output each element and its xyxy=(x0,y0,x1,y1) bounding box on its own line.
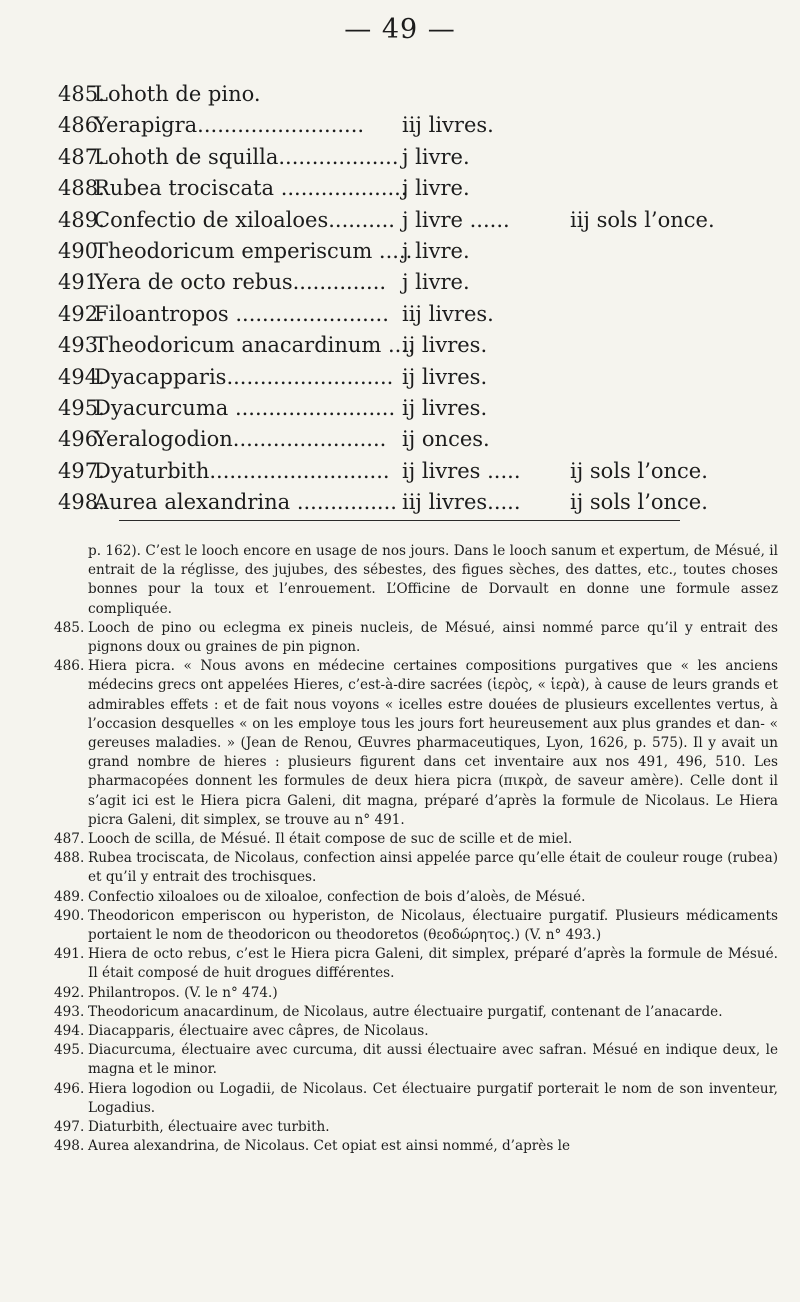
item-name: Aurea alexandrina ............... xyxy=(94,490,397,515)
note-number: 493. xyxy=(54,1003,85,1020)
item-price: ij sols l’once. xyxy=(570,458,708,483)
item-name: Lohoth de squilla.................. xyxy=(94,144,399,169)
item-number: 489. xyxy=(58,207,105,232)
item-number: 491. xyxy=(58,270,105,295)
item-name: Confectio de xiloaloes.......... xyxy=(94,207,395,232)
footnote xyxy=(54,830,778,849)
item-quantity: ij livres. xyxy=(402,333,488,358)
note-text: Rubea trociscata, de Nicolaus, confection ainsi appelée parce qu’elle était de couleur rouge (rubea) et qu’il y entrait des trochisques. xyxy=(88,850,778,886)
item-number: 493. xyxy=(58,333,105,358)
note-number: 487. xyxy=(54,831,85,848)
note-text: Theodoricum anacardinum, de Nicolaus, autre électuaire purgatif, contenant de l’anacarde. xyxy=(88,1003,723,1020)
note-number: 490. xyxy=(54,907,85,924)
note-number: 496. xyxy=(54,1080,85,1097)
inventory-row xyxy=(58,490,778,521)
footnote xyxy=(54,849,778,887)
note-number: 486. xyxy=(54,658,85,675)
item-quantity: j livre. xyxy=(402,270,470,295)
footnote xyxy=(54,657,778,830)
item-quantity: ij livres. xyxy=(402,364,488,389)
footnote xyxy=(54,1041,778,1079)
inventory-row xyxy=(58,365,778,396)
note-text: Hiera de octo rebus, c’est le Hiera picra Galeni, dit simplex, préparé d’après la formule de Mésué. Il était composé de huit drogues différentes. xyxy=(88,946,778,982)
footnote-continuation xyxy=(54,542,778,619)
note-text: Looch de pino ou eclegma ex pineis nucleis, de Mésué, ainsi nommé parce qu’il y entrait des pignons doux ou graines de pin pignon. xyxy=(88,619,778,656)
footnote xyxy=(54,1003,778,1022)
item-quantity: j livre ...... xyxy=(402,207,510,232)
footnotes xyxy=(54,542,778,1157)
footnote xyxy=(54,1080,778,1118)
item-quantity: j livre. xyxy=(402,238,470,263)
item-name: Dyacurcuma ........................ xyxy=(94,395,396,420)
inventory-row xyxy=(58,459,778,490)
note-text: Hiera logodion ou Logadii, de Nicolaus. Cet électuaire purgatif porterait le nom de son inventeur, Logadius. xyxy=(88,1080,778,1116)
note-text: Aurea alexandrina, de Nicolaus. Cet opiat est ainsi nommé, d’après le xyxy=(88,1138,571,1155)
item-name: Rubea trociscata ................... xyxy=(94,176,408,201)
item-quantity: ij livres. xyxy=(402,395,488,420)
note-text: Hiera picra. « Nous avons en médecine certaines compositions purgatives que « les anciens médecins grecs ont appelées Hieres, c’est-à-dire sacrées (ἱερὸς, « ἱερὰ), à cause de leurs grands et admirables effets : et de fait nous voyons « icelles estre douées de plusieurs excellentes vertus, à l’occasion desquelles « on les employe tous les jours fort heureusement aux plus grandes et dan- « gereuses maladies. » (Jean de Renou, Œuvres pharmaceutiques, Lyon, 1626, p. 575). Il y avait un grand nombre de hieres : plusieurs figurent dans cet inventaire aux nos 491, 496, 510. Les pharmacopées donnent les formules de deux hiera picra (πικρὰ, de saveur amère). Celle dont il s’agit ici est le Hiera picra Galeni, dit magna, préparé d’après la formule de Nicolaus. Le Hiera picra Galeni, dit simplex, se trouve au n° 491. xyxy=(88,658,778,828)
inventory-row xyxy=(58,427,778,458)
inventory-row xyxy=(58,396,778,427)
item-quantity: iij livres. xyxy=(402,301,494,326)
item-name: Yeralogodion....................... xyxy=(94,427,387,452)
note-text: Diacapparis, électuaire avec câpres, de Nicolaus. xyxy=(88,1023,429,1040)
note-number: 489. xyxy=(54,888,85,905)
item-number: 494. xyxy=(58,364,105,389)
note-number: 494. xyxy=(54,1023,85,1040)
footnote xyxy=(54,1137,778,1156)
item-number: 496. xyxy=(58,427,105,452)
footnote xyxy=(54,907,778,945)
item-price: iij sols l’once. xyxy=(570,207,715,232)
note-number: 488. xyxy=(54,850,85,867)
footnote xyxy=(54,945,778,983)
footnote xyxy=(54,1022,778,1041)
item-name: Yerapigra......................... xyxy=(94,113,365,138)
item-number: 488. xyxy=(58,176,105,201)
inventory-row xyxy=(58,176,778,207)
item-quantity: ij livres ..... xyxy=(402,458,521,483)
item-number: 497. xyxy=(58,458,105,483)
inventory-list xyxy=(58,82,778,521)
item-number: 498. xyxy=(58,490,105,515)
note-text: Confectio xiloaloes ou de xiloaloe, confection de bois d’aloès, de Mésué. xyxy=(88,888,586,905)
page-number: — 49 — xyxy=(344,14,456,45)
note-number: 498. xyxy=(54,1138,85,1155)
inventory-row xyxy=(58,333,778,364)
footnote-divider xyxy=(119,520,680,521)
item-name: Yera de octo rebus.............. xyxy=(94,270,387,295)
footnote xyxy=(54,984,778,1003)
note-text: p. 162). C’est le looch encore en usage de nos jours. Dans le looch sanum et expertum, de Mésué, il entrait de la réglisse, des jujubes, des sébestes, des figues sèches, des dattes, etc., toutes choses bonnes pour la toux et l’enrouement. L’Officine de Dorvault en donne une formule assez compliquée. xyxy=(88,543,778,617)
footnote xyxy=(54,888,778,907)
note-number: 497. xyxy=(54,1119,85,1136)
note-number: 485. xyxy=(54,619,85,636)
inventory-row xyxy=(58,145,778,176)
note-text: Looch de scilla, de Mésué. Il était compose de suc de scille et de miel. xyxy=(88,831,573,848)
inventory-row xyxy=(58,82,778,113)
inventory-row xyxy=(58,113,778,144)
item-number: 490. xyxy=(58,238,105,263)
item-name: Dyaturbith........................... xyxy=(94,458,390,483)
note-number: 495. xyxy=(54,1042,85,1059)
note-text: Diacurcuma, électuaire avec curcuma, dit aussi électuaire avec safran. Mésué en indique deux, le magna et le minor. xyxy=(88,1042,778,1078)
item-number: 492. xyxy=(58,301,105,326)
item-number: 485. xyxy=(58,82,105,106)
footnote xyxy=(54,1118,778,1137)
inventory-row xyxy=(58,208,778,239)
note-number: 492. xyxy=(54,984,85,1001)
item-quantity: ij onces. xyxy=(402,427,490,452)
item-price: ij sols l’once. xyxy=(570,490,708,515)
item-quantity: j livre. xyxy=(402,176,470,201)
note-text: Theodoricon emperiscon ou hyperiston, de Nicolaus, électuaire purgatif. Plusieurs médicaments portaient le nom de theodoricon ou theodoretos (θεοδώρητος.) (V. n° 493.) xyxy=(88,907,778,944)
item-name: Filoantropos ....................... xyxy=(94,301,389,326)
inventory-row xyxy=(58,302,778,333)
item-name: Theodoricum emperiscum ..... xyxy=(94,238,413,263)
item-quantity: j livre. xyxy=(402,144,470,169)
note-number: 491. xyxy=(54,946,85,963)
item-quantity: iij livres..... xyxy=(402,490,521,515)
item-number: 487. xyxy=(58,144,105,169)
item-name: Dyacapparis......................... xyxy=(94,364,394,389)
inventory-row xyxy=(58,270,778,301)
item-name: Theodoricum anacardinum .... xyxy=(94,333,415,358)
item-number: 486. xyxy=(58,113,105,138)
item-number: 495. xyxy=(58,395,105,420)
note-text: Philantropos. (V. le n° 474.) xyxy=(88,984,278,1001)
inventory-row xyxy=(58,239,778,270)
item-name: Lohoth de pino. xyxy=(94,82,261,106)
note-text: Diaturbith, électuaire avec turbith. xyxy=(88,1119,330,1136)
item-quantity: iij livres. xyxy=(402,113,494,138)
footnote xyxy=(54,619,778,657)
